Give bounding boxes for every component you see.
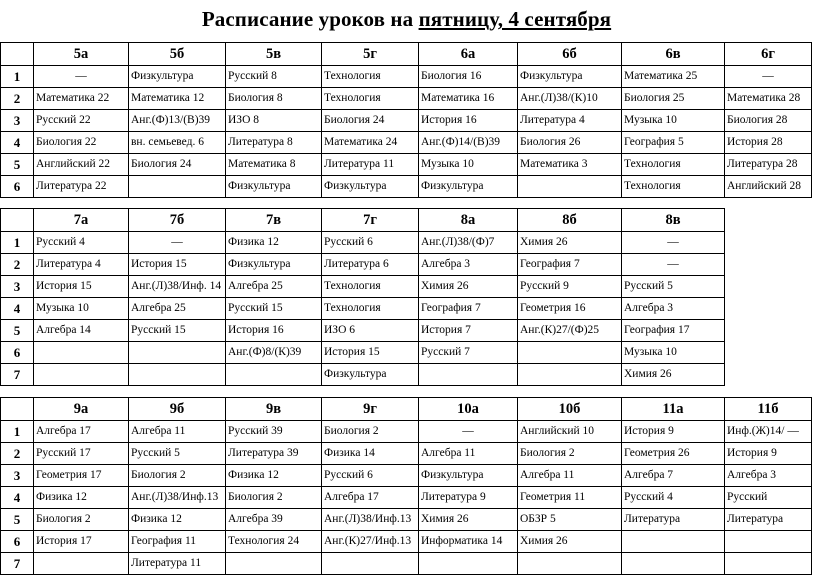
lesson-row xyxy=(1,342,812,364)
class-header-row xyxy=(1,43,812,66)
corner-cell xyxy=(1,209,34,232)
lesson-cell: Биология 16 xyxy=(419,66,518,88)
lesson-cell: История 16 xyxy=(226,320,322,342)
lesson-cell: ОБЗР 5 xyxy=(518,509,622,531)
page-title xyxy=(0,6,813,32)
class-header-row xyxy=(1,209,812,232)
lesson-row xyxy=(1,509,812,531)
schedule-block-grades-9-11 xyxy=(0,397,812,575)
lesson-cell xyxy=(622,553,725,575)
lesson-cell: Физика 12 xyxy=(129,509,226,531)
lesson-cell: Химия 26 xyxy=(419,276,518,298)
lesson-number: 2 xyxy=(1,254,34,276)
lesson-cell: Алгебра 7 xyxy=(622,465,725,487)
lesson-cell: Литература xyxy=(725,509,812,531)
lesson-row xyxy=(1,465,812,487)
lesson-cell: Анг.(Л)38/Инф. 14 xyxy=(129,276,226,298)
lesson-cell: Литература 4 xyxy=(518,110,622,132)
lesson-number: 3 xyxy=(1,276,34,298)
lesson-cell: История 7 xyxy=(419,320,518,342)
lesson-cell: История 16 xyxy=(419,110,518,132)
lesson-cell: Физкультура xyxy=(322,364,419,386)
lesson-row xyxy=(1,443,812,465)
lesson-row xyxy=(1,421,812,443)
lesson-cell xyxy=(34,342,129,364)
lesson-cell: География 17 xyxy=(622,320,725,342)
lesson-cell: Русский 39 xyxy=(226,421,322,443)
lesson-row xyxy=(1,232,812,254)
lesson-number: 5 xyxy=(1,320,34,342)
lesson-cell: — xyxy=(622,254,725,276)
lesson-cell: Биология 2 xyxy=(34,509,129,531)
lesson-row xyxy=(1,154,812,176)
lesson-number: 7 xyxy=(1,364,34,386)
lesson-cell: Русский 15 xyxy=(226,298,322,320)
lesson-row xyxy=(1,276,812,298)
lesson-cell: Биология 2 xyxy=(129,465,226,487)
lesson-number: 7 xyxy=(1,553,34,575)
lesson-cell: Английский 22 xyxy=(34,154,129,176)
lesson-cell: Музыка 10 xyxy=(34,298,129,320)
class-header: 5б xyxy=(129,43,226,66)
empty-area xyxy=(725,232,812,254)
lesson-cell xyxy=(226,553,322,575)
lesson-cell xyxy=(129,364,226,386)
lesson-cell: Физкультура xyxy=(322,176,419,198)
lesson-cell: Технология xyxy=(322,276,419,298)
lesson-row xyxy=(1,531,812,553)
class-header: 11б xyxy=(725,398,812,421)
lesson-number: 1 xyxy=(1,421,34,443)
class-header: 10а xyxy=(419,398,518,421)
corner-cell xyxy=(1,43,34,66)
lesson-cell xyxy=(129,176,226,198)
lesson-row xyxy=(1,254,812,276)
lesson-cell: — xyxy=(622,232,725,254)
lesson-cell: Биология 28 xyxy=(725,110,812,132)
lesson-cell: Русский 7 xyxy=(419,342,518,364)
lesson-cell: Музыка 10 xyxy=(419,154,518,176)
lesson-number: 1 xyxy=(1,66,34,88)
lesson-number: 6 xyxy=(1,342,34,364)
empty-area xyxy=(725,209,812,232)
lesson-cell: Алгебра 25 xyxy=(129,298,226,320)
lesson-cell: Английский 28 xyxy=(725,176,812,198)
lesson-cell: Алгебра 17 xyxy=(322,487,419,509)
lesson-cell: Русский 22 xyxy=(34,110,129,132)
lesson-cell: География 5 xyxy=(622,132,725,154)
lesson-cell: Математика 25 xyxy=(622,66,725,88)
lesson-cell: Физкультура xyxy=(419,176,518,198)
lesson-cell xyxy=(518,342,622,364)
lesson-cell: Инф.(Ж)14/ — xyxy=(725,421,812,443)
lesson-cell: Анг.(К)27/(Ф)25 xyxy=(518,320,622,342)
lesson-cell xyxy=(419,553,518,575)
lesson-cell: Русский 6 xyxy=(322,232,419,254)
lesson-cell: История 17 xyxy=(34,531,129,553)
class-header: 6б xyxy=(518,43,622,66)
lesson-row xyxy=(1,298,812,320)
lesson-cell: Технология 24 xyxy=(226,531,322,553)
lesson-cell: вн. семьевед. 6 xyxy=(129,132,226,154)
lesson-cell: История 15 xyxy=(322,342,419,364)
lesson-cell: Биология 24 xyxy=(322,110,419,132)
empty-area xyxy=(725,276,812,298)
lesson-cell: — xyxy=(419,421,518,443)
lesson-cell: Химия 26 xyxy=(419,509,518,531)
lesson-cell: — xyxy=(129,232,226,254)
lesson-cell: Физкультура xyxy=(226,254,322,276)
lesson-cell: Геометрия 16 xyxy=(518,298,622,320)
lesson-cell: Русский 5 xyxy=(129,443,226,465)
lesson-cell: История 9 xyxy=(622,421,725,443)
lesson-number: 2 xyxy=(1,88,34,110)
lesson-cell: Алгебра 25 xyxy=(226,276,322,298)
lesson-number: 5 xyxy=(1,154,34,176)
lesson-cell xyxy=(725,531,812,553)
lesson-cell: Литература 6 xyxy=(322,254,419,276)
lesson-number: 4 xyxy=(1,487,34,509)
lesson-cell: Алгебра 11 xyxy=(518,465,622,487)
lesson-cell: Анг.(Л)38/Инф.13 xyxy=(322,509,419,531)
class-header: 7б xyxy=(129,209,226,232)
lesson-cell: История 9 xyxy=(725,443,812,465)
lesson-cell: Математика 12 xyxy=(129,88,226,110)
class-header: 10б xyxy=(518,398,622,421)
title-date: пятницу, 4 сентября xyxy=(418,7,612,31)
lesson-cell xyxy=(34,553,129,575)
lesson-cell: Литература xyxy=(622,509,725,531)
lesson-row xyxy=(1,132,812,154)
lesson-cell: Анг.(Л)38/Инф.13 xyxy=(129,487,226,509)
lesson-cell: ИЗО 8 xyxy=(226,110,322,132)
lesson-cell: Физкультура xyxy=(226,176,322,198)
lesson-cell: Технология xyxy=(322,66,419,88)
lesson-row xyxy=(1,553,812,575)
lesson-cell: География 7 xyxy=(419,298,518,320)
class-header: 6в xyxy=(622,43,725,66)
lesson-cell: Физика 12 xyxy=(34,487,129,509)
lesson-cell: Алгебра 11 xyxy=(419,443,518,465)
lesson-cell: История 15 xyxy=(34,276,129,298)
lesson-cell xyxy=(322,553,419,575)
class-header: 9а xyxy=(34,398,129,421)
lesson-cell: Музыка 10 xyxy=(622,110,725,132)
corner-cell xyxy=(1,398,34,421)
lesson-cell: Математика 16 xyxy=(419,88,518,110)
class-header: 9в xyxy=(226,398,322,421)
lesson-row xyxy=(1,88,812,110)
lesson-cell: История 28 xyxy=(725,132,812,154)
lesson-cell: Алгебра 3 xyxy=(419,254,518,276)
class-header: 8а xyxy=(419,209,518,232)
lesson-cell: Анг.(К)27/Инф.13 xyxy=(322,531,419,553)
lesson-cell: Математика 8 xyxy=(226,154,322,176)
empty-area xyxy=(725,254,812,276)
lesson-cell: ИЗО 6 xyxy=(322,320,419,342)
lesson-cell: Физкультура xyxy=(419,465,518,487)
schedule-block-grades-7-8 xyxy=(0,208,812,386)
lesson-cell: Русский xyxy=(725,487,812,509)
lesson-cell: Физкультура xyxy=(129,66,226,88)
lesson-cell: Музыка 10 xyxy=(622,342,725,364)
lesson-cell xyxy=(622,531,725,553)
lesson-row xyxy=(1,364,812,386)
lesson-cell: Биология 26 xyxy=(518,132,622,154)
lesson-cell: Информатика 14 xyxy=(419,531,518,553)
lesson-row xyxy=(1,176,812,198)
lesson-cell: Русский 4 xyxy=(34,232,129,254)
lesson-cell xyxy=(226,364,322,386)
lesson-cell xyxy=(518,364,622,386)
lesson-cell: Химия 26 xyxy=(518,232,622,254)
lesson-cell: Математика 24 xyxy=(322,132,419,154)
lesson-cell: Литература 8 xyxy=(226,132,322,154)
lesson-cell xyxy=(518,553,622,575)
lesson-number: 4 xyxy=(1,298,34,320)
lesson-cell: Анг.(Ф)8/(К)39 xyxy=(226,342,322,364)
lesson-cell: Химия 26 xyxy=(518,531,622,553)
empty-area xyxy=(725,298,812,320)
class-header: 5а xyxy=(34,43,129,66)
lesson-cell: Литература 4 xyxy=(34,254,129,276)
lesson-cell: Русский 17 xyxy=(34,443,129,465)
class-header: 7г xyxy=(322,209,419,232)
lesson-cell: Физкультура xyxy=(518,66,622,88)
lesson-cell: Технология xyxy=(622,154,725,176)
lesson-row xyxy=(1,487,812,509)
class-header: 7а xyxy=(34,209,129,232)
lesson-cell: Биология 25 xyxy=(622,88,725,110)
class-header: 9г xyxy=(322,398,419,421)
lesson-cell: Русский 5 xyxy=(622,276,725,298)
lesson-cell: Биология 2 xyxy=(518,443,622,465)
lesson-number: 2 xyxy=(1,443,34,465)
class-header: 5г xyxy=(322,43,419,66)
class-header: 7в xyxy=(226,209,322,232)
empty-area xyxy=(725,342,812,364)
class-header: 5в xyxy=(226,43,322,66)
lesson-cell: Физика 12 xyxy=(226,232,322,254)
lesson-cell: Литература 22 xyxy=(34,176,129,198)
lesson-number: 6 xyxy=(1,176,34,198)
lesson-number: 5 xyxy=(1,509,34,531)
lesson-cell: Физика 14 xyxy=(322,443,419,465)
class-header: 6а xyxy=(419,43,518,66)
lesson-cell xyxy=(34,364,129,386)
lesson-number: 1 xyxy=(1,232,34,254)
class-header: 11а xyxy=(622,398,725,421)
lesson-cell: Биология 24 xyxy=(129,154,226,176)
lesson-cell: Анг.(Л)38/(Ф)7 xyxy=(419,232,518,254)
lesson-number: 6 xyxy=(1,531,34,553)
lesson-cell: Алгебра 11 xyxy=(129,421,226,443)
lesson-cell: Геометрия 26 xyxy=(622,443,725,465)
empty-area xyxy=(725,364,812,386)
lesson-cell: Русский 4 xyxy=(622,487,725,509)
class-header-row xyxy=(1,398,812,421)
lesson-cell: Биология 2 xyxy=(226,487,322,509)
class-header: 8б xyxy=(518,209,622,232)
lesson-cell: Технология xyxy=(322,298,419,320)
lesson-row xyxy=(1,110,812,132)
lesson-cell: Математика 22 xyxy=(34,88,129,110)
lesson-number: 3 xyxy=(1,110,34,132)
lesson-cell: Алгебра 3 xyxy=(622,298,725,320)
lesson-cell: Анг.(Ф)14/(В)39 xyxy=(419,132,518,154)
class-header: 9б xyxy=(129,398,226,421)
schedule-block-grades-5-6 xyxy=(0,42,812,198)
lesson-cell: Русский 6 xyxy=(322,465,419,487)
lesson-row xyxy=(1,320,812,342)
lesson-cell: Литература 11 xyxy=(322,154,419,176)
lesson-cell: Технология xyxy=(622,176,725,198)
lesson-cell: Биология 8 xyxy=(226,88,322,110)
class-header: 6г xyxy=(725,43,812,66)
lesson-cell: Литература 11 xyxy=(129,553,226,575)
lesson-cell: Литература 9 xyxy=(419,487,518,509)
lesson-number: 3 xyxy=(1,465,34,487)
lesson-cell: Химия 26 xyxy=(622,364,725,386)
lesson-cell: Физика 12 xyxy=(226,465,322,487)
lesson-cell: Литература 28 xyxy=(725,154,812,176)
lesson-number: 4 xyxy=(1,132,34,154)
lesson-cell: Русский 15 xyxy=(129,320,226,342)
lesson-cell: Алгебра 39 xyxy=(226,509,322,531)
lesson-cell: Анг.(Ф)13/(В)39 xyxy=(129,110,226,132)
lesson-cell: Русский 8 xyxy=(226,66,322,88)
lesson-cell: Геометрия 17 xyxy=(34,465,129,487)
lesson-cell: — xyxy=(725,66,812,88)
lesson-cell: — xyxy=(34,66,129,88)
lesson-cell xyxy=(129,342,226,364)
lesson-cell: География 7 xyxy=(518,254,622,276)
lesson-cell: Геометрия 11 xyxy=(518,487,622,509)
lesson-cell: География 11 xyxy=(129,531,226,553)
lesson-cell: Математика 3 xyxy=(518,154,622,176)
lesson-cell: Алгебра 14 xyxy=(34,320,129,342)
lesson-cell xyxy=(419,364,518,386)
lesson-cell xyxy=(518,176,622,198)
lesson-cell: Технология xyxy=(322,88,419,110)
lesson-row xyxy=(1,66,812,88)
lesson-cell: Русский 9 xyxy=(518,276,622,298)
lesson-cell: Алгебра 17 xyxy=(34,421,129,443)
title-prefix: Расписание уроков на xyxy=(201,7,419,31)
lesson-cell: История 15 xyxy=(129,254,226,276)
lesson-cell: Литература 39 xyxy=(226,443,322,465)
lesson-cell: Математика 28 xyxy=(725,88,812,110)
lesson-cell: Анг.(Л)38/(К)10 xyxy=(518,88,622,110)
lesson-cell: Английский 10 xyxy=(518,421,622,443)
lesson-cell: Алгебра 3 xyxy=(725,465,812,487)
lesson-cell xyxy=(725,553,812,575)
lesson-cell: Биология 22 xyxy=(34,132,129,154)
empty-area xyxy=(725,320,812,342)
class-header: 8в xyxy=(622,209,725,232)
lesson-cell: Биология 2 xyxy=(322,421,419,443)
